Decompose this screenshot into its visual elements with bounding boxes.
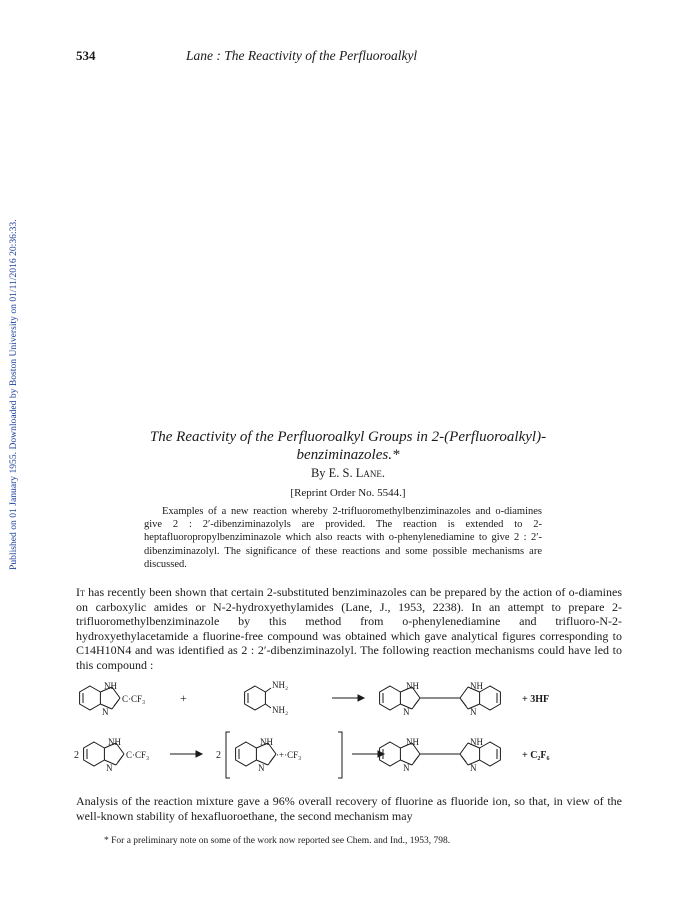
download-watermark [8, 150, 22, 570]
row1-nh-label: NH [104, 681, 117, 691]
reaction-scheme-drawing [70, 676, 630, 791]
row1-product-n-right: N [470, 707, 477, 717]
body-paragraph-1 [76, 585, 622, 673]
reprint-order: [Reprint Order No. 5544.] [290, 487, 406, 499]
body-paragraph-2-text: Analysis of the reaction mixture gave a 96% overall recovery of fluorine as fluoride ion, so that, in view of the well-known stability of hexafluoroethane, the second mechanism may [76, 794, 622, 823]
footnote [104, 836, 624, 846]
row1-ccf3-label: C·CF₃ [122, 694, 146, 704]
body-paragraph-2 [76, 794, 622, 823]
row2-nh-label: NH [108, 737, 121, 747]
row2-product-nh-right: NH [470, 737, 483, 747]
row1-product-nh-left: NH [406, 681, 419, 691]
row1-nh2-top: NH₂ [272, 680, 289, 690]
author-surname: Lane [355, 466, 382, 480]
page-number: 534 [76, 48, 96, 63]
row1-plus: + [180, 691, 187, 705]
row2-coefficient-left: 2 [74, 750, 79, 761]
download-watermark-text: Published on 01 January 1955. Downloaded by Boston University on 01/11/2016 20:36:33. [8, 219, 19, 570]
page-header [76, 48, 626, 68]
row2-product-nh-left: NH [406, 737, 419, 747]
row1-nh2-bottom: NH₂ [272, 705, 289, 715]
drop-cap: It [76, 585, 85, 599]
footnote-text: * For a preliminary note on some of the work now reported see Chem. and Ind., 1953, 798. [104, 836, 451, 846]
reaction-schemes [70, 676, 630, 791]
row2-n-label: N [106, 763, 113, 773]
author-line [70, 466, 626, 481]
author-prefix: By E. S. [310, 466, 356, 480]
row1-product-n-left: N [403, 707, 410, 717]
running-title: Lane : The Reactivity of the Perfluoroalkyl [186, 48, 418, 63]
row1-n-label: N [102, 707, 109, 717]
body-paragraph-1-text: has recently been shown that certain 2-substituted benziminazoles can be prepared by the action of o-diamines on carboxylic amides or N-2-hydroxyethylamides (Lane, J., 1953, 2238). In an attempt to prepare 2-trifluoromethylbenziminazole by this method from o-phenylenediamine and trifluoro-N-2-hydroxyethylacetamide a fluorine-free compound was obtained which gave analytical figures corresponding to C14H10N4 and was identified as 2 : 2′-dibenziminazolyl. The following reaction mechanisms could have led to this compound : [76, 585, 622, 672]
abstract [144, 505, 542, 571]
row2-intermediate-nh: NH [260, 737, 273, 747]
row2-coefficient-mid: 2 [216, 750, 221, 761]
row2-intermediate-n: N [258, 763, 265, 773]
row2-product-n-left: N [403, 763, 410, 773]
row1-product-nh-right: NH [470, 681, 483, 691]
row2-product-n-right: N [470, 763, 477, 773]
row2-ccf3-label: C·CF₃ [126, 750, 150, 760]
row1-byproduct: + 3HF [522, 694, 550, 705]
article-title-line2: benziminazoles.* [296, 447, 400, 463]
abstract-text: Examples of a new reaction whereby 2-trifluoromethylbenziminazoles and o-diamines give 2 : 2′-dibenziminazolyls are provided. The reaction is extended to 2-heptafluoropropylbenziminazole which also reacts with o-phenylenediamine to give 2 : 2′-dibenziminazolyl. The significance of these reactions and some possible mechanisms are discussed. [144, 506, 542, 570]
row2-radical-label: ·+·CF₃ [276, 750, 302, 760]
o-phenylenediamine-ring [245, 686, 271, 710]
article-title [70, 428, 626, 464]
article-title-line1: The Reactivity of the Perfluoroalkyl Groups in 2-(Perfluoroalkyl)- [149, 429, 547, 445]
row2-byproduct: + C₂F₆ [522, 750, 550, 761]
scheme-row-2 [74, 732, 550, 778]
scheme-row-1 [80, 680, 549, 717]
author-suffix: . [381, 466, 386, 480]
